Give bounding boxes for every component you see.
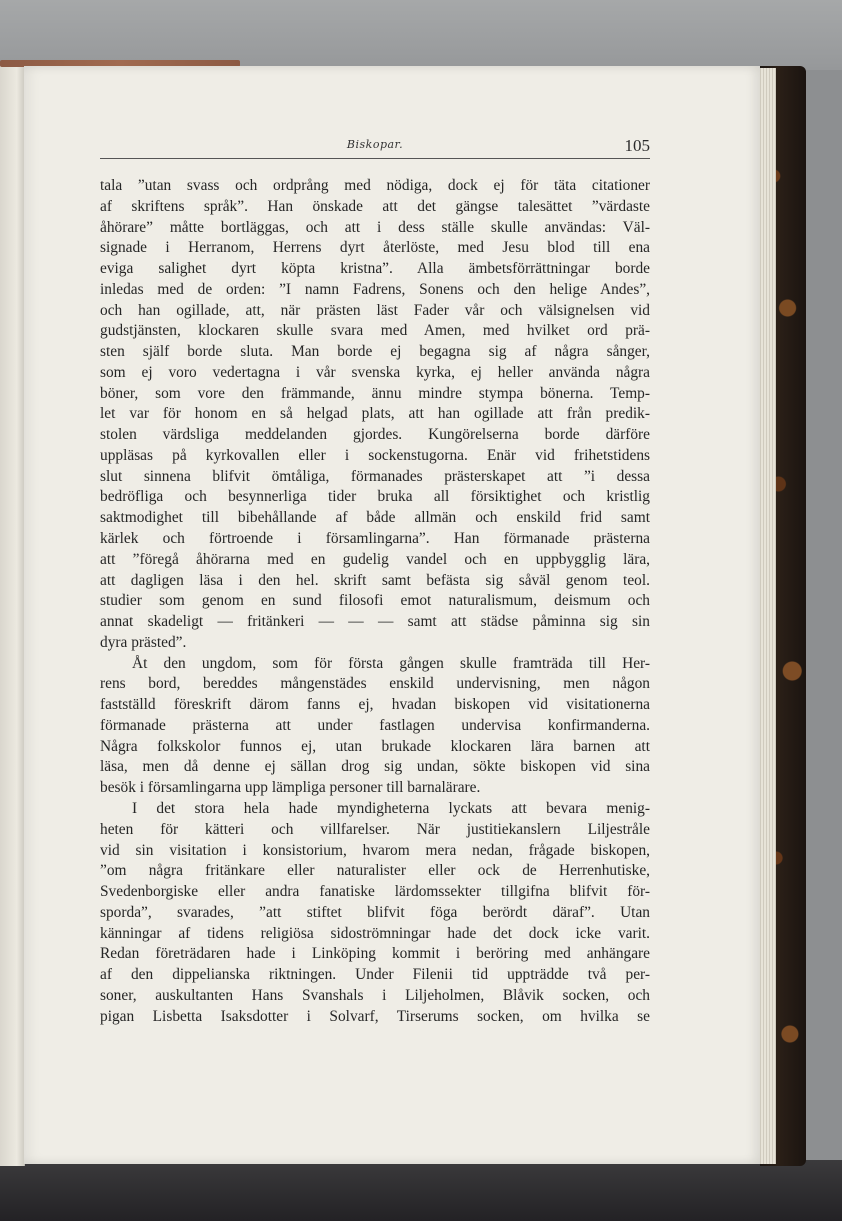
text-line: att dagligen läsa i den hel. skrift samt befästa sig såväl genom teol. [100,571,650,589]
text-line: soner, auskultanten Hans Svanshals i Liljeholmen, Blåvik socken, och [100,986,650,1004]
text-line: af den dippelianska riktningen. Under Filenii tid uppträdde två per- [100,966,650,984]
text-line: som ej voro vedertagna i vår svenska kyrka, ej heller använda några [100,363,650,381]
body-text [100,176,650,1027]
text-line: inledas med de orden: ”I namn Fadrens, Sonens och den helige Andes”, [100,280,650,298]
text-line: uppläsas på kyrkovallen eller i sockenstugorna. Enär vid frihetstidens [100,446,650,464]
text-line: sporda”, svarades, ”att stiftet blifvit föga berördt däraf”. Utan [100,903,650,921]
text-line: läsa, men då denne ej sällan drog sig undan, sökte biskopen vid sina [100,758,650,776]
text-line: stolen värdsliga meddelanden gjordes. Kungörelserna borde därföre [100,426,650,444]
text-line: saktmodighet till bibehållande af både allmän och enskild frid samt [100,509,650,527]
text-line: och han ogillade, att, när prästen läst Fader vår och välsignelsen vid [100,301,650,319]
text-line: besök i församlingarna upp lämpliga personer till barnalärare. [100,779,481,797]
text-line: let var för honom en så helgad plats, att han ogillade att från predik- [100,405,650,423]
text-line: förmanade prästerna att under fastlagen undervisa konfirmanderna. [100,716,650,734]
text-line: böner, som vore den främmande, ännu mindre stympa bönerna. Temp- [100,384,650,402]
text-line: Redan företrädaren hade i Linköping kommit i beröring med anhängare [100,945,650,963]
text-line: ”om några fritänkare eller naturalister eller ock de Herrenhutiske, [100,862,650,880]
text-line: fastställd föreskrift därom fanns ej, hvadan biskopen vid visitationerna [100,696,650,714]
text-line: Några folkskolor funnos ej, utan brukade klockaren lära barnen att [100,737,650,755]
text-line: I det stora hela hade myndigheterna lyckats att bevara menig- [132,799,650,817]
text-line: sten själf borde sluta. Man borde ej begagna sig af några sånger, [100,343,650,361]
text-line: bedröfliga och besynnerliga tider bruka all försiktighet och kristlig [100,488,650,506]
left-page-edge [0,66,25,1166]
page-number: 105 [624,136,650,155]
text-line: åhörare” måtte bortläggas, och att i dess ställe skulle användas: Väl- [100,218,650,236]
text-line: slut sinnena blifvit ömtåliga, förmanades prästerskapet att ”i dessa [100,467,650,485]
text-line: heten för kätteri och villfarelser. När justitiekanslern Liljestråle [100,820,650,838]
running-title: Biskopar. [346,138,404,151]
text-line: eviga salighet dyrt köpta kristna”. Alla ämbetsförrättningar borde [100,260,650,278]
text-line: känningar af tidens religiösa sidoströmningar hade det dock icke varit. [100,924,650,942]
text-line: rens bord, bereddes mångenstädes enskild undervisning, men någon [100,675,650,693]
text-line: gudstjänsten, klockaren skulle svara med Amen, med hvilket ord prä- [100,322,650,340]
scan-background-bottom [0,1160,842,1221]
text-line: kärlek och förtroende i församlingarna”. Han förmanade prästerna [100,530,650,548]
text-line: att ”föregå åhörarna med en gudelig vandel och en uppbygglig lära, [100,550,650,568]
text-line: pigan Lisbetta Isaksdotter i Solvarf, Tirserums socken, om hvilka se [100,1007,650,1025]
text-line: Åt den ungdom, som för första gången skulle framträda till Her- [132,654,650,672]
text-line: annat skadeligt — fritänkeri — — — samt att städse påminna sig sin [100,613,650,631]
text-line: tala ”utan svass och ordprång med nödiga, dock ej för täta citationer [100,177,650,194]
running-head [100,136,650,159]
text-line: dyra prästed”. [100,633,187,651]
text-line: signade i Herranom, Herrens dyrt återlöste, med Jesu blod till ena [100,239,650,257]
text-line: studier som genom en sund filosofi emot naturalismum, deismum och [100,592,650,610]
text-line: Svedenborgiske eller andra fanatiske lärdomssekter tillgifna blifvit för- [100,883,650,901]
text-line: af skriftens språk”. Han önskade att det gängse talesättet ”värdaste [100,197,650,215]
text-line: vid sin visitation i konsistorium, hvarom mera nedan, frågade biskopen, [100,841,650,859]
